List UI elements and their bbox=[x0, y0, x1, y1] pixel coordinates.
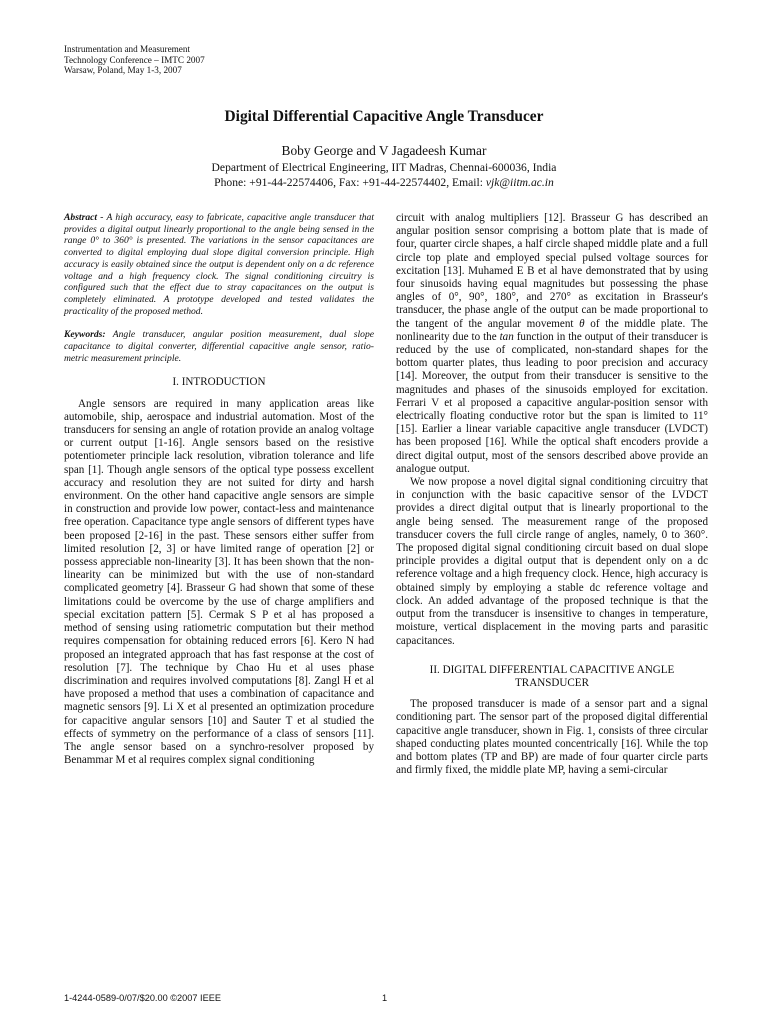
paper-authors: Boby George and V Jagadeesh Kumar bbox=[281, 143, 487, 158]
copyright-footer: 1-4244-0589-0/07/$20.00 ©2007 IEEE bbox=[64, 993, 221, 1003]
theta-symbol: θ bbox=[579, 317, 585, 330]
body-text: of the middle plate. The nonlinearity due to the bbox=[396, 317, 708, 343]
section-heading-line: II. DIGITAL DIFFERENTIAL CAPACITIVE ANGLE bbox=[429, 663, 675, 676]
body-text: function in the output of their transducer is reduced by the use of complicated, non-standard shapes for the bottom quarter plates, thus leading to poor precision and accuracy [14]. Moreover, the output from their transducer is sensitive to the magnitudes and phases of the sinusoids employed for excitation. Ferrari V et al proposed a capacitive angular-position sensor with electrically floating conductive rotor but the span is limited to 11° [15]. Earlier a linear variable capacitive angle transducer (LVDCT) has been proposed [16]. While the optical shaft encoders provide a direct digital output, most of the sensors described above provide an analogue output. bbox=[396, 330, 708, 475]
affiliation: Department of Electrical Engineering, IIT Madras, Chennai-600036, India bbox=[211, 161, 557, 174]
conference-name-line: Instrumentation and Measurement bbox=[64, 44, 191, 54]
contact-details: Phone: +91-44-22574406, Fax: +91-44-22574402, Email: bbox=[214, 176, 486, 189]
conference-location-date: Warsaw, Poland, May 1-3, 2007 bbox=[64, 65, 182, 76]
left-column bbox=[64, 212, 374, 767]
tan-function: tan bbox=[499, 330, 514, 343]
paper-title: Digital Differential Capacitive Angle Transducer bbox=[224, 108, 544, 125]
page-number: 1 bbox=[382, 993, 388, 1003]
right-column bbox=[396, 212, 708, 777]
abstract-label: Abstract - bbox=[64, 212, 104, 223]
keywords-label: Keywords: bbox=[64, 329, 106, 341]
abstract bbox=[64, 212, 374, 317]
conference-name-line: Technology Conference – IMTC 2007 bbox=[64, 54, 205, 65]
conference-info bbox=[64, 44, 205, 76]
section-heading-transducer bbox=[396, 664, 708, 690]
body-text: circuit with analog multipliers [12]. Brasseur G has described an angular position sensor comprising a bottom plate that is made of four, quarter circle shapes, a half circle shaped middle plate and a full circle top plate and employed special pulsed voltage sources for excitation [13]. Muhamed E B et al have demonstrated that by using four sinusoids having equal magnitudes but possessing the phase angles of 0°, 90°, 180°, and 270° as excitation in Brasseur's transducer, the phase angle of the output can be made proportional to the tangent of the angular movement bbox=[396, 212, 708, 330]
body-paragraph: We now propose a novel digital signal conditioning circuitry that in conjunction with the basic capacitive sensor of the LVDCT provides a direct digital output that is linearly proportional to the angle being sensed. The measurement range of the proposed transducer covers the full circle range of angles, namely, 0 to 360°. The proposed digital signal conditioning circuit based on dual slope principle provides a digital output that is dependent only on a dc reference voltage and a high frequency clock. Hence, high accuracy is obtained simply by employing a stable dc reference voltage and clock. An added advantage of the proposed technique is that the output from the transducer is insensitive to changes in temperature, moisture, vertical displacement in the moving parts and parasitic capacitances. bbox=[396, 476, 708, 647]
section-heading-introduction: I. INTRODUCTION bbox=[172, 376, 266, 389]
body-paragraph bbox=[396, 212, 708, 476]
body-paragraph: The proposed transducer is made of a sensor part and a signal conditioning part. The sensor part of the proposed digital differential capacitive angle transducer, shown in Fig. 1, consists of three circular shaped conducting plates mounted concentrically [16]. While the top and bottom plates (TP and BP) are made of four quarter circle parts and firmly fixed, the middle plate MP, having a semi-circular bbox=[396, 698, 708, 777]
keywords-text: Angle transducer, angular position measurement, dual slope capacitance to digital converter, differential capacitive angle sensor, ratio-metric measurement principle. bbox=[64, 329, 374, 364]
section-heading-line: TRANSDUCER bbox=[515, 676, 589, 689]
email-address: vjk@iitm.ac.in bbox=[485, 176, 554, 189]
intro-paragraph: Angle sensors are required in many application areas like automobile, ship, aerospace and industrial automation. Most of the transducers for sensing an angle of rotation provide an analog voltage or current output [1-16]. Angle sensors based on the resistive potentiometer principle lack resolution, vibration tolerance and life span [1]. Though angle sensors of the optical type possess excellent accuracy and resolution they are not suited for dirty and harsh environment. On the other hand capacitive angle sensors are simple in construction and provide low power, contact-less and maintenance free operation. Capacitance type angle sensors of different types have been proposed [2-16] in the past. These sensors either suffer from limited resolution [2, 3] or have limited range of operation [2] or possess appreciable non-linearity [3]. It has been shown that the non-linearity can be minimized but with the use of non-standard complicated geometry [4]. Brasseur G had shown that some of these limitations could be overcome by the use of charge amplifiers and special excitation pattern [5]. Cermak S P et al has proposed a method of sensing using ratiometric computation but their method requires compensation for obtaining reduced errors [6]. Kero N had proposed an integrated approach that has fast response at the cost of resolution [7]. The technique by Chao Hu et al uses phase discrimination and requires involved computations [8]. Zangl H et al have proposed a method that uses a combination of capacitance and magnetic sensors [9]. Li X et al presented an optimization procedure for capacitive angular sensors [10] and Sauter T et al studied the effects of symmetry on the performance of a class of sensors [11]. The angle sensor based on a synchro-resolver proposed by Benammar M et al requires complex signal conditioning bbox=[64, 397, 374, 767]
contact-line bbox=[0, 175, 768, 190]
keywords bbox=[64, 329, 374, 364]
abstract-text: A high accuracy, easy to fabricate, capacitive angle transducer that provides a digital output linearly proportional to the angle being sensed in the range 0° to 360° is presented. The variations in the sensor capacitances are converted to digital employing dual slope digital conversion principle. High accuracy is easily obtained since the output is dependent only on a dc reference voltage and a high frequency clock. The signal conditioning circuitry is configured such that the effect due to stray capacitances on the output is completely eliminated. A prototype developed and tested validates the practicality of the proposed method. bbox=[64, 212, 374, 317]
author-affiliation-block bbox=[0, 160, 768, 190]
